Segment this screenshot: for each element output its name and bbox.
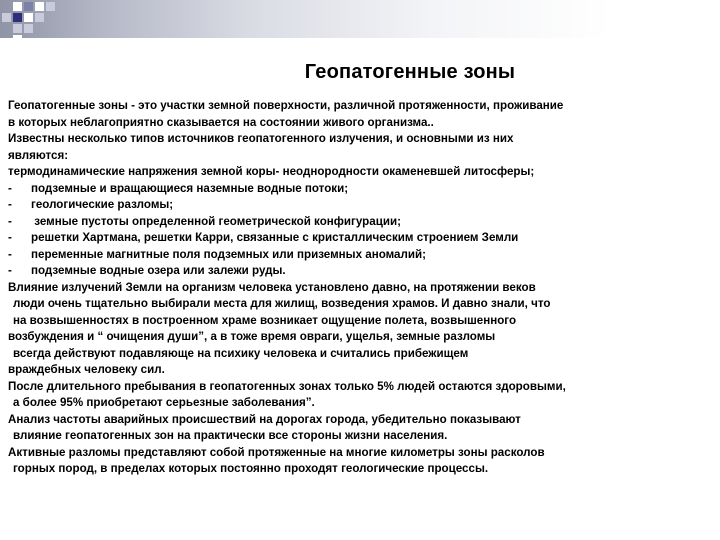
bullet-text: подземные и вращающиеся наземные водные потоки; [31, 181, 349, 195]
text-line: горных пород, в пределах которых постоянно проходят геологические процессы. [13, 462, 489, 475]
bullet-text: земные пустоты определенной геометрической конфигурации; [31, 214, 401, 228]
text-line: Активные разломы представляют собой протяженные на многие километры зоны расколов [8, 445, 545, 459]
bullet-marker: - [8, 247, 12, 261]
bullet-item [8, 197, 716, 214]
bullet-marker: - [8, 198, 12, 211]
text-line: Влияние излучений Земли на организм человека установлено давно, на протяжении веков [8, 280, 536, 294]
text-line: возбуждения и “ очищения души”, а в тоже время овраги, ущелья, земные разломы [8, 330, 496, 343]
bullet-item [8, 263, 716, 280]
text-line: являются: [8, 148, 69, 162]
text-line: влияние геопатогенных зон на практически все стороны жизни населения. [13, 429, 448, 442]
text-line: Известны несколько типов источников геопатогенного излучения, и основными из них [8, 132, 514, 145]
bullet-text: подземные водные озера или залежи руды. [31, 264, 286, 277]
bullet-item [8, 214, 716, 231]
bullet-item [8, 230, 716, 247]
bullet-marker: - [8, 214, 12, 228]
bullet-text: решетки Хартмана, решетки Карри, связанные с кристаллическим строением Земли [31, 231, 519, 244]
text-line: Геопатогенные зоны - это участки земной поверхности, различной протяженности, проживание [8, 99, 564, 112]
body-text [8, 98, 716, 478]
text-line: Анализ частоты аварийных происшествий на дорогах города, убедительно показывают [8, 412, 521, 426]
bullet-marker: - [8, 231, 12, 244]
bullet-text: переменные магнитные поля подземных или приземных аномалий; [31, 247, 426, 261]
text-line: в которых неблагоприятно сказывается на состоянии живого организма.. [8, 115, 434, 129]
bullet-text: геологические разломы; [31, 198, 174, 211]
text-line: на возвышенностях в построенном храме возникает ощущение полета, возвышенного [13, 313, 517, 327]
bullet-item [8, 181, 716, 198]
bullet-marker: - [8, 181, 12, 195]
bullet-marker: - [8, 264, 12, 277]
bullet-item [8, 247, 716, 264]
text-line: всегда действуют подавляюще на психику человека и считались прибежищем [13, 346, 469, 360]
header-band [0, 0, 720, 38]
slide-title: Геопатогенные зоны [304, 61, 516, 83]
text-line: После длительного пребывания в геопатогенных зонах только 5% людей остаются здоровыми, [8, 379, 566, 393]
text-line: а более 95% приобретают серьезные заболевания”. [13, 396, 315, 409]
text-line: люди очень тщательно выбирали места для жилищ, возведения храмов. И давно знали, что [13, 297, 551, 310]
text-line: термодинамические напряжения земной коры- неоднородности окаменевшей литосферы; [8, 165, 535, 178]
text-line: враждебных человеку сил. [8, 363, 165, 376]
